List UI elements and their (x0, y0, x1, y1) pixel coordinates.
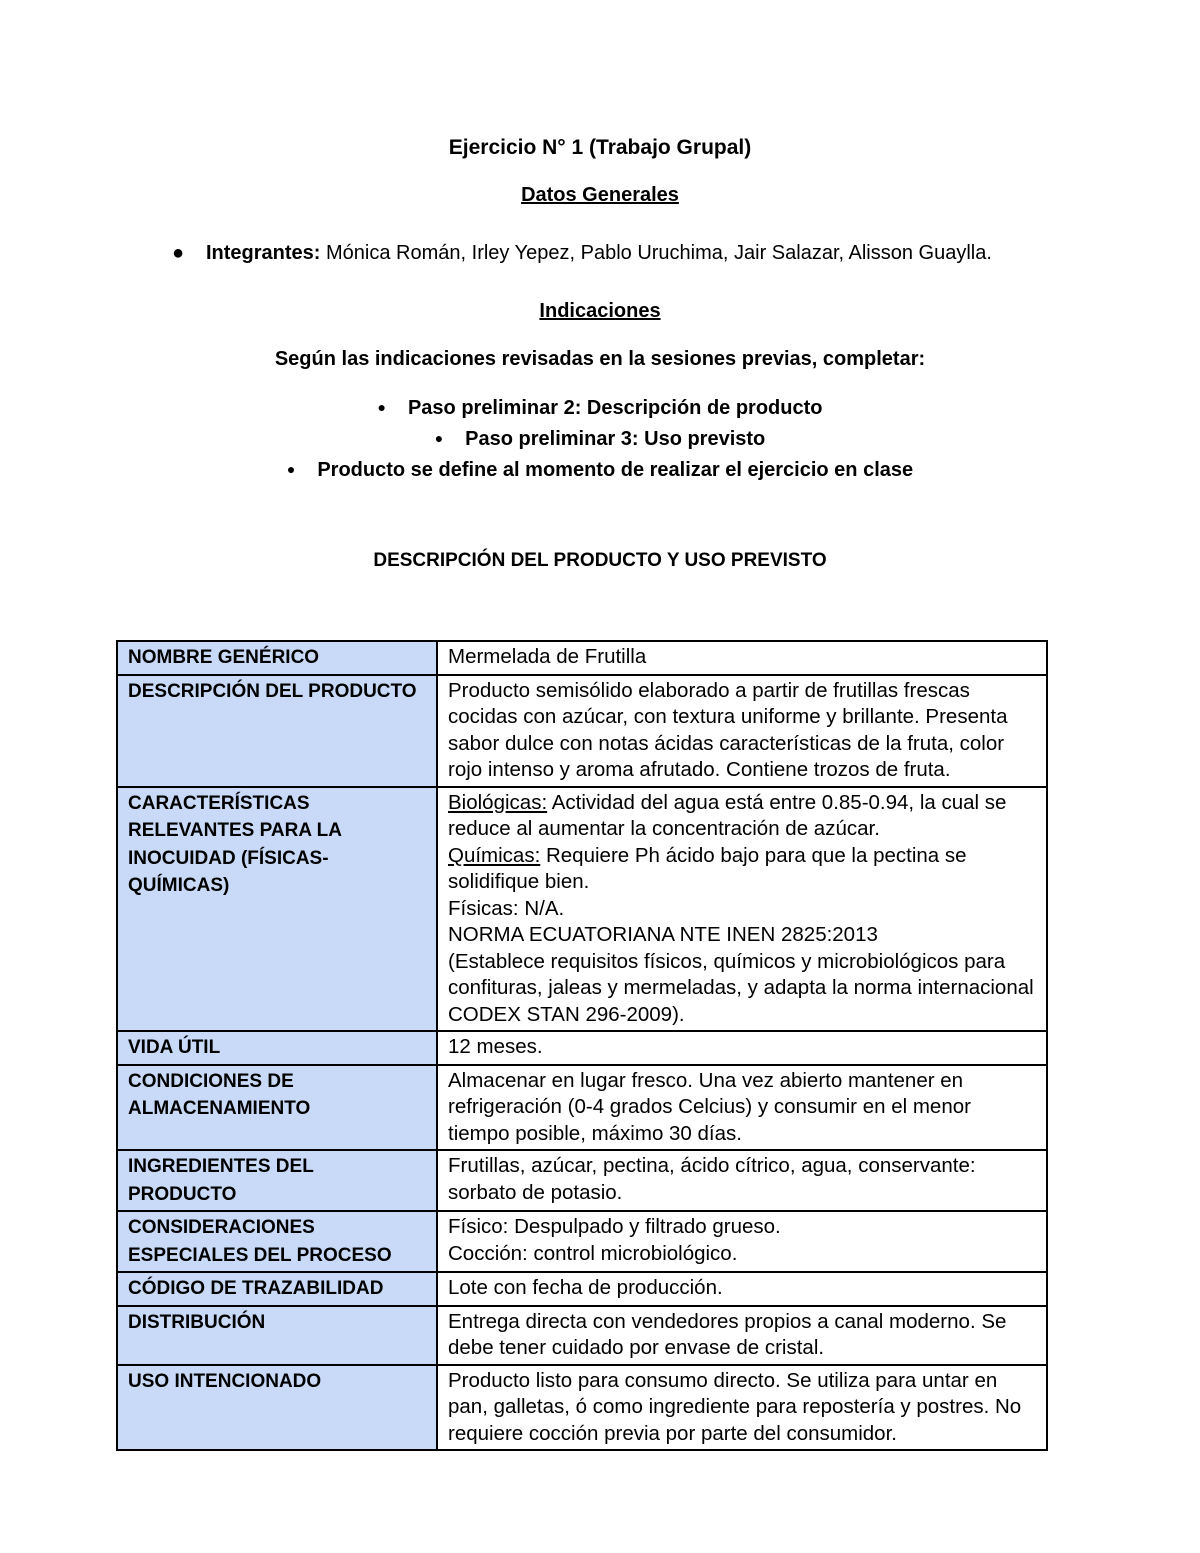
row-label: DISTRIBUCIÓN (117, 1306, 437, 1365)
table-row (117, 1031, 1047, 1065)
row-value: Frutillas, azúcar, pectina, ácido cítrico, agua, conservante: sorbato de potasio. (437, 1150, 1047, 1211)
bullet-icon: ● (286, 461, 296, 477)
instructions-text: Según las indicaciones revisadas en la sesiones previas, completar: (274, 348, 926, 370)
row-value: Almacenar en lugar fresco. Una vez abierto mantener en refrigeración (0-4 grados Celcius) y consumir en el menor tiempo posible, máximo 30 días. (437, 1065, 1047, 1151)
general-data-heading: Datos Generales (521, 184, 679, 206)
table-row (117, 641, 1047, 675)
biological-label: Biológicas: (448, 790, 548, 814)
norm-description: (Establece requisitos físicos, químicos y microbiológicos para confituras, jaleas y mermeladas, y adapta la norma internacional CODEX STAN 296-2009). (448, 949, 1034, 1026)
list-item: ● Producto se define al momento de realizar el ejercicio en clase (286, 459, 914, 481)
instructions-heading: Indicaciones (539, 300, 661, 322)
table-row (117, 787, 1047, 1032)
row-label: CONDICIONES DE ALMACENAMIENTO (117, 1065, 437, 1151)
table-row (117, 1306, 1047, 1365)
table-row (117, 1211, 1047, 1272)
row-value (437, 1211, 1047, 1272)
members-line (172, 242, 992, 265)
biological-value: Actividad del agua está entre 0.85-0.94, la cual se reduce al aumentar la concentración de azúcar. (448, 790, 1007, 840)
row-label: DESCRIPCIÓN DEL PRODUCTO (117, 675, 437, 787)
table-row (117, 1065, 1047, 1151)
table-row (117, 675, 1047, 787)
row-value: Lote con fecha de producción. (437, 1272, 1047, 1306)
bullet-icon: ● (377, 399, 386, 415)
row-value: 12 meses. (437, 1031, 1047, 1065)
document-title: Ejercicio N° 1 (Trabajo Grupal) (448, 136, 752, 159)
row-value: Producto listo para consumo directo. Se utiliza para untar en pan, galletas, ó como ingrediente para repostería y postres. No requiere cocción previa por parte del consumidor. (437, 1365, 1047, 1451)
product-spec-table (116, 640, 1048, 1451)
members-value: Mónica Román, Irley Yepez, Pablo Uruchima, Jair Salazar, Alisson Guaylla. (320, 242, 992, 264)
row-value: Producto semisólido elaborado a partir de frutillas frescas cocidas con azúcar, con textura uniforme y brillante. Presenta sabor dulce con notas ácidas características de la fruta, color rojo intenso y aroma afrutado. Contiene trozos de fruta. (437, 675, 1047, 787)
physical-value: Físicas: N/A. (448, 896, 565, 920)
row-label: CONSIDERACIONES ESPECIALES DEL PROCESO (117, 1211, 437, 1272)
members-label: Integrantes: (206, 242, 321, 264)
row-label: CÓDIGO DE TRAZABILIDAD (117, 1272, 437, 1306)
row-label: CARACTERÍSTICAS RELEVANTES PARA LA INOCUIDAD (FÍSICAS-QUÍMICAS) (117, 787, 437, 1032)
list-item: ● Paso preliminar 2: Descripción de producto (377, 397, 823, 419)
norm-name: NORMA ECUATORIANA NTE INEN 2825:2013 (448, 923, 878, 946)
list-item: ● Paso preliminar 3: Uso previsto (434, 428, 766, 450)
chemical-value: Requiere Ph ácido bajo para que la pectina se solidifique bien. (448, 843, 967, 893)
process-line-cooking: Cocción: control microbiológico. (448, 1241, 738, 1265)
row-label: VIDA ÚTIL (117, 1031, 437, 1065)
bullet-icon: ● (434, 430, 444, 446)
row-value: Entrega directa con vendedores propios a canal moderno. Se debe tener cuidado por envase de cristal. (437, 1306, 1047, 1365)
row-label: NOMBRE GENÉRICO (117, 641, 437, 675)
row-label: USO INTENCIONADO (117, 1365, 437, 1451)
chemical-label: Químicas: (448, 843, 541, 867)
row-value: Mermelada de Frutilla (437, 641, 1047, 675)
table-row (117, 1365, 1047, 1451)
process-line-physical: Físico: Despulpado y filtrado grueso. (448, 1215, 781, 1238)
bullet-icon: ● (172, 242, 185, 264)
steps-list (0, 395, 1200, 488)
table-row (117, 1150, 1047, 1211)
row-label: INGREDIENTES DEL PRODUCTO (117, 1150, 437, 1211)
row-value (437, 787, 1047, 1032)
table-title: DESCRIPCIÓN DEL PRODUCTO Y USO PREVISTO (373, 550, 827, 571)
table-row (117, 1272, 1047, 1306)
